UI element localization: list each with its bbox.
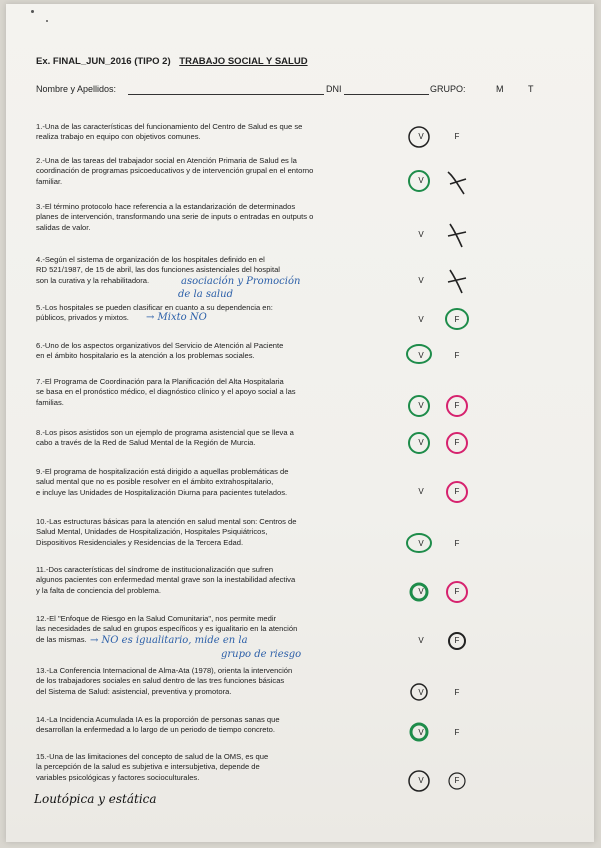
option-v[interactable]: V xyxy=(418,315,424,324)
option-f[interactable]: F xyxy=(454,688,460,697)
circle-mark xyxy=(442,580,472,604)
circle-mark xyxy=(402,531,436,555)
option-f[interactable]: F xyxy=(454,636,460,645)
option-v[interactable]: V xyxy=(418,636,424,645)
handwritten-note-q12-line2: grupo de riesgo xyxy=(221,649,302,660)
question-7 xyxy=(36,377,391,408)
question-text: 2.-Una de las tareas del trabajador social en Atención Primaria de Salud es la coordinación de programas psicoeducativos y de intervención grupal en el entorno familiar. xyxy=(36,156,314,186)
question-15 xyxy=(36,752,391,783)
option-v[interactable]: V xyxy=(418,230,424,239)
option-v[interactable]: V xyxy=(418,276,424,285)
question-14 xyxy=(36,715,391,736)
question-text: 15.-Una de las limitaciones del concepto de salud de la OMS, es que la percepción de la salud es subjetiva e intersubjetiva, depende de variables psicológicas y factores socioculturales. xyxy=(36,752,269,782)
option-f[interactable]: F xyxy=(454,587,460,596)
option-f[interactable]: F xyxy=(454,776,460,785)
question-10 xyxy=(36,517,391,548)
question-text: 8.-Los pisos asistidos son un ejemplo de programa asistencial que se lleva a cabo a través de la Red de Salud Mental de la Región de Murcia. xyxy=(36,428,294,448)
circle-mark xyxy=(444,770,470,792)
circle-mark xyxy=(442,307,472,331)
question-text: 10.-Las estructuras básicas para la atención en salud mental son: Centros de Salud Mental, Unidades de Hospitalización, Hospitales Psiquiátricos, Dispositivos Residenciales y Residencias de la Tercera Edad. xyxy=(36,517,297,547)
circle-mark xyxy=(442,394,472,418)
option-f[interactable]: F xyxy=(454,487,460,496)
question-text: 13.-La Conferencia Internacional de Alma-Ata (1978), orienta la intervención de los trabajadores sociales en salud dentro de las tres funciones básicas del Sistema de Salud: asistencial, preventiva y promotora. xyxy=(36,666,293,696)
circle-mark xyxy=(406,681,432,703)
cross-mark xyxy=(444,266,470,296)
question-2 xyxy=(36,156,391,187)
group-label: GRUPO: xyxy=(430,84,466,94)
exam-subject: TRABAJO SOCIAL Y SALUD xyxy=(179,56,308,67)
option-f[interactable]: F xyxy=(454,401,460,410)
option-v[interactable]: V xyxy=(418,487,424,496)
question-text: 1.-Una de las características del funcionamiento del Centro de Salud es que se realiza trabajo en equipo con objetivos comunes. xyxy=(36,122,303,142)
question-text: 11.-Dos características del síndrome de institucionalización que sufren algunos pacientes con enfermedad mental grave son la inestabilidad afectiva y la falta de conciencia del problema. xyxy=(36,565,296,595)
option-v[interactable]: V xyxy=(418,351,424,360)
circle-mark xyxy=(444,630,470,652)
question-11 xyxy=(36,565,391,596)
question-8 xyxy=(36,428,391,449)
handwritten-note-q5: → Mixto NO xyxy=(146,312,207,323)
speck xyxy=(31,10,34,13)
exam-title xyxy=(36,56,308,67)
circle-mark xyxy=(404,769,434,793)
group-t[interactable]: T xyxy=(528,84,534,94)
question-5 xyxy=(36,303,391,324)
group-m[interactable]: M xyxy=(496,84,504,94)
option-f[interactable]: F xyxy=(454,728,460,737)
name-label: Nombre y Apellidos: xyxy=(36,84,117,94)
option-f[interactable]: F xyxy=(454,315,460,324)
question-9 xyxy=(36,467,391,498)
speck xyxy=(46,20,48,22)
circle-mark xyxy=(406,581,432,603)
exam-code: Ex. FINAL_JUN_2016 (TIPO 2) xyxy=(36,56,171,67)
circle-mark xyxy=(442,480,472,504)
option-f[interactable]: F xyxy=(454,351,460,360)
circle-mark xyxy=(402,342,436,366)
question-text: 7.-El Programa de Coordinación para la Planificación del Alta Hospitalaria se basa en el pronóstico médico, el diagnóstico clínico y el apoyo social a las familias. xyxy=(36,377,296,407)
option-v[interactable]: V xyxy=(418,776,424,785)
option-v[interactable]: V xyxy=(418,688,424,697)
option-f[interactable]: F xyxy=(454,539,460,548)
question-text: 12.-El "Enfoque de Riesgo en la Salud Comunitaria", nos permite medir las necesidades de salud en grupos específicos y es igualitario en la atención de las mismas. xyxy=(36,614,298,644)
cross-mark xyxy=(444,220,470,250)
circle-mark xyxy=(404,125,434,149)
option-f[interactable]: F xyxy=(454,438,460,447)
circle-mark xyxy=(404,169,434,193)
question-1 xyxy=(36,122,391,143)
question-6 xyxy=(36,341,391,362)
handwritten-note-q15: Loutópica y estática xyxy=(34,792,157,806)
option-v[interactable]: V xyxy=(418,132,424,141)
question-text: 4.-Según el sistema de organización de los hospitales definido en el RD 521/1987, de 15 de abril, las dos funciones asistenciales del hospital son la curativa y la rehabilitadora. xyxy=(36,255,280,285)
option-v[interactable]: V xyxy=(418,401,424,410)
option-f[interactable]: F xyxy=(454,132,460,141)
question-text: 14.-La Incidencia Acumulada IA es la proporción de personas sanas que desarrollan la enfermedad a lo largo de un periodo de tiempo concreto. xyxy=(36,715,280,735)
question-13 xyxy=(36,666,391,697)
option-v[interactable]: V xyxy=(418,587,424,596)
exam-sheet xyxy=(6,4,594,842)
circle-mark xyxy=(404,431,434,455)
circle-mark xyxy=(404,394,434,418)
dni-field-line[interactable] xyxy=(344,94,429,95)
question-text: 9.-El programa de hospitalización está dirigido a aquellas problemáticas de salud mental que no es posible resolver en el ámbito extrahospitalario, e incluye las Unidades de Hospitalización Diurna para pacientes tutelados. xyxy=(36,467,289,497)
cross-mark xyxy=(444,167,470,197)
handwritten-note-q4-line2: de la salud xyxy=(178,289,233,300)
handwritten-note-q4: asociación y Promoción xyxy=(181,276,301,287)
question-3 xyxy=(36,202,391,233)
dni-label: DNI xyxy=(326,84,342,94)
option-v[interactable]: V xyxy=(418,728,424,737)
question-text: 6.-Uno de los aspectos organizativos del Servicio de Atención al Paciente en el ámbito hospitalario es la atención a los problemas sociales. xyxy=(36,341,284,361)
circle-mark xyxy=(442,431,472,455)
option-v[interactable]: V xyxy=(418,438,424,447)
handwritten-note-q12: → NO es igualitario, mide en la xyxy=(90,635,248,646)
option-v[interactable]: V xyxy=(418,539,424,548)
question-text: 3.-El término protocolo hace referencia a la estandarización de determinados planes de intervención, transformando una serie de inputs o entradas en outputs o salidas de valor. xyxy=(36,202,314,232)
circle-mark xyxy=(406,721,432,743)
question-text: 5.-Los hospitales se pueden clasificar en cuanto a su dependencia en: públicos, privados y mixtos. xyxy=(36,303,273,323)
name-field-line[interactable] xyxy=(128,94,324,95)
option-v[interactable]: V xyxy=(418,176,424,185)
